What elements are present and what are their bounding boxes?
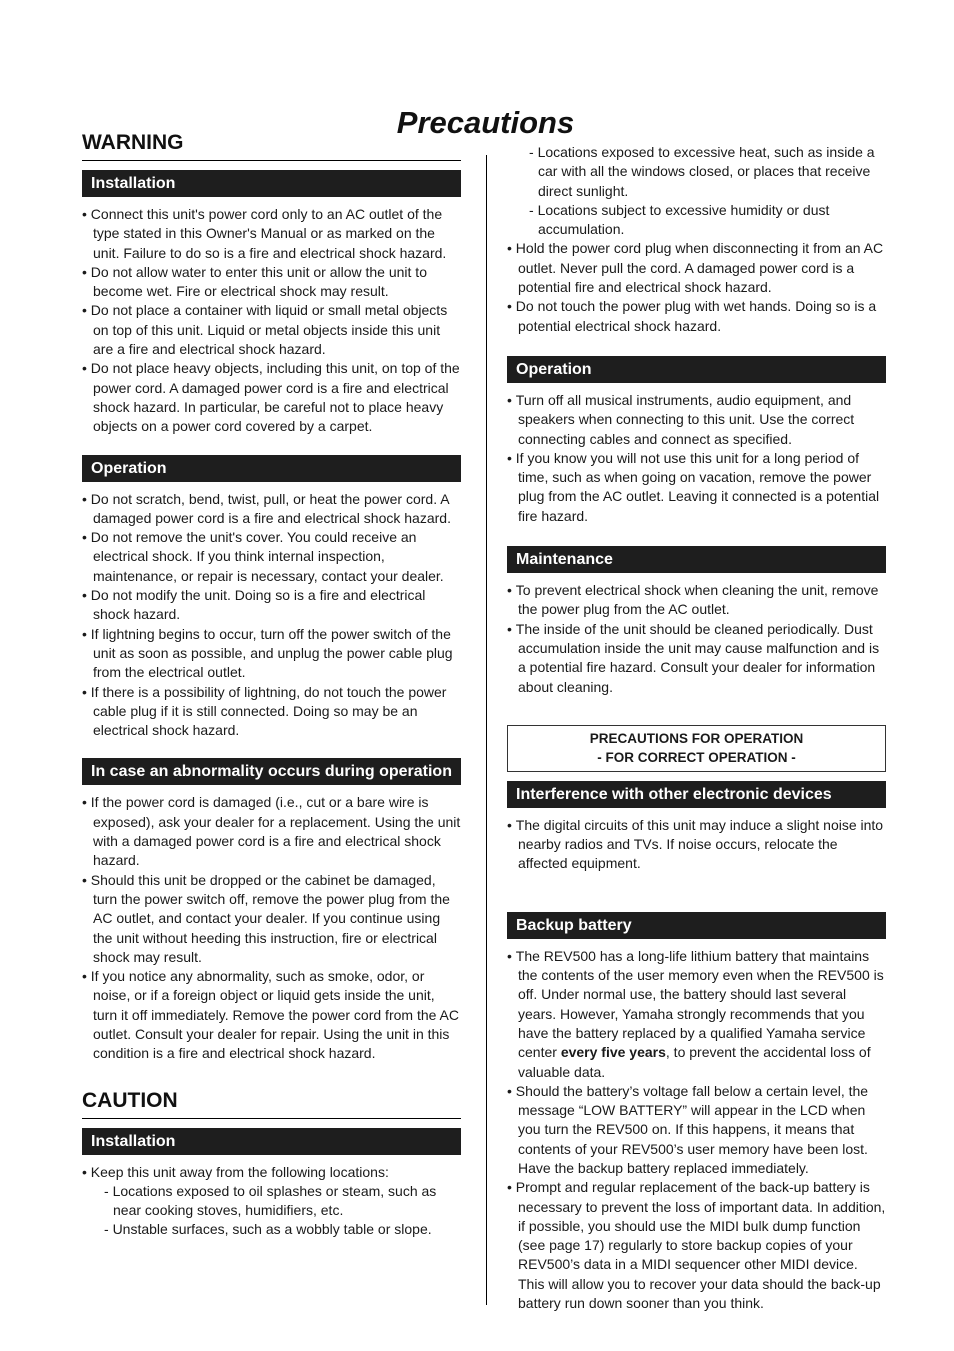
battery-text-a: The REV500 has a long-life lithium battery that maintains the contents of the user memory even when the REV500 is off. Under normal use, the battery should last several years. However, Yamaha strongly recommends that you have the battery replaced by a qualified Yamaha service center (515, 947, 884, 1061)
list-item: • Do not touch the power plug with wet hands. Doing so is a potential electrical shock hazard. (507, 297, 886, 336)
list-item: • Connect this unit's power cord only to an AC outlet of the type stated in this Owner's Manual or as marked on the unit. Failure to do so is a fire and electrical shock hazard. (82, 205, 461, 263)
caution-installation-list (82, 1163, 461, 1182)
warning-operation-list (82, 490, 461, 741)
list-item: • The inside of the unit should be cleaned periodically. Dust accumulation inside the unit may cause malfunction and is a potential fire hazard. Consult your dealer for information about cleaning. (507, 620, 886, 697)
list-item: • To prevent electrical shock when cleaning the unit, remove the power plug from the AC outlet. (507, 581, 886, 620)
warning-installation-list (82, 205, 461, 437)
list-item: • Do not scratch, bend, twist, pull, or heat the power cord. A damaged power cord is a fire and electrical shock hazard. (82, 490, 461, 529)
interference-list (507, 816, 886, 874)
list-item (507, 947, 886, 1082)
list-item: • Do not allow water to enter this unit or allow the unit to become wet. Fire or electrical shock may result. (82, 263, 461, 302)
left-column (82, 128, 461, 1240)
list-item: • If lightning begins to occur, turn off the power switch of the unit as soon as possible, and unplug the power cable plug from the electrical outlet. (82, 625, 461, 683)
warning-operation-bar: Operation (82, 455, 461, 482)
list-item: • Keep this unit away from the following locations: (82, 1163, 461, 1182)
list-item: • Do not place heavy objects, including this unit, on top of the power cord. A damaged power cord is a fire and electrical shock hazard. In particular, be careful not to place heavy objects on a power cord covered by a carpet. (82, 359, 461, 436)
right-column (507, 143, 886, 1313)
backup-battery-list (507, 947, 886, 1314)
maintenance-bar: Maintenance (507, 546, 886, 573)
list-item: • The digital circuits of this unit may induce a slight noise into nearby radios and TVs. If noise occurs, relocate the affected equipment. (507, 816, 886, 874)
column-divider (486, 155, 487, 1305)
caution-installation-bar: Installation (82, 1128, 461, 1155)
warning-installation-bar: Installation (82, 170, 461, 197)
box-line-1: PRECAUTIONS FOR OPERATION (589, 730, 804, 746)
list-item: • Prompt and regular replacement of the back-up battery is necessary to prevent the loss of important data. In addition, if possible, you should use the MIDI bulk dump function (see page 17) regularly to store backup copies of your REV500’s data in a MIDI sequencer other MIDI device. This will allow you to recover your data should the back-up battery run down sooner than you think. (507, 1178, 886, 1313)
caution-heading: CAUTION (82, 1086, 461, 1119)
backup-battery-bar: Backup battery (507, 912, 886, 939)
battery-text-bold: every five years (560, 1044, 666, 1061)
interference-bar: Interference with other electronic devices (507, 781, 886, 808)
abnormality-bar: In case an abnormality occurs during operation (82, 758, 461, 785)
caution-operation-bar: Operation (507, 356, 886, 383)
correct-operation-box (507, 725, 886, 772)
list-item: • Do not place a container with liquid or small metal objects on top of this unit. Liquid or metal objects inside this unit are a fire and electrical shock hazard. (82, 301, 461, 359)
warning-heading: WARNING (82, 128, 461, 161)
caution-installation-sublist (82, 1182, 461, 1240)
caution-installation-sublist-cont (507, 143, 886, 239)
list-item: • If you know you will not use this unit for a long period of time, such as when going on vacation, remove the power plug from the AC outlet. Leaving it connected is a potential fire hazard. (507, 449, 886, 526)
list-item: • Should the battery’s voltage fall below a certain level, the message “LOW BATTERY” will appear in the LCD when you turn the REV500 on. If this happens, it means that contents of your REV500’s user memory have been lost. Have the backup battery replaced immediately. (507, 1082, 886, 1178)
caution-operation-list (507, 391, 886, 526)
caution-installation-list-cont (507, 239, 886, 335)
page-title: Precautions (396, 104, 575, 140)
list-item: • Turn off all musical instruments, audio equipment, and speakers when connecting to this unit. Use the correct connecting cables and connect as specified. (507, 391, 886, 449)
list-item: • If there is a possibility of lightning, do not touch the power cable plug if it is still connected. Doing so may be an electrical shock hazard. (82, 683, 461, 741)
sub-list-item: - Unstable surfaces, such as a wobbly table or slope. (104, 1220, 461, 1239)
list-item: • If you notice any abnormality, such as smoke, odor, or noise, or if a foreign object or liquid gets inside the unit, turn it off immediately. Remove the power cord from the AC outlet. Consult your dealer for repair. Using the unit in this condition is a fire and electrical shock hazard. (82, 967, 461, 1063)
battery-text-b: , to prevent the accidental loss of valuable data. (518, 1044, 871, 1080)
maintenance-list (507, 581, 886, 697)
list-item: • Do not modify the unit. Doing so is a fire and electrical shock hazard. (82, 586, 461, 625)
box-line-2: - FOR CORRECT OPERATION - (597, 749, 796, 765)
list-item: • Do not remove the unit's cover. You could receive an electrical shock. If you think internal inspection, maintenance, or repair is necessary, contact your dealer. (82, 528, 461, 586)
sub-list-item: - Locations exposed to excessive heat, such as inside a car with all the windows closed, or places that receive direct sunlight. (529, 143, 886, 201)
list-item: • Hold the power cord plug when disconnecting it from an AC outlet. Never pull the cord. A damaged power cord is a potential fire and electrical shock hazard. (507, 239, 886, 297)
sub-list-item: - Locations exposed to oil splashes or steam, such as near cooking stoves, humidifiers, etc. (104, 1182, 461, 1221)
list-item: • Should this unit be dropped or the cabinet be damaged, turn the power switch off, remove the power plug from the AC outlet, and contact your dealer. If you continue using the unit without heeding this instruction, fire or electrical shock may result. (82, 871, 461, 967)
abnormality-list (82, 793, 461, 1063)
sub-list-item: - Locations subject to excessive humidity or dust accumulation. (529, 201, 886, 240)
list-item: • If the power cord is damaged (i.e., cut or a bare wire is exposed), ask your dealer for a replacement. Using the unit with a damaged power cord is a fire and electrical shock hazard. (82, 793, 461, 870)
